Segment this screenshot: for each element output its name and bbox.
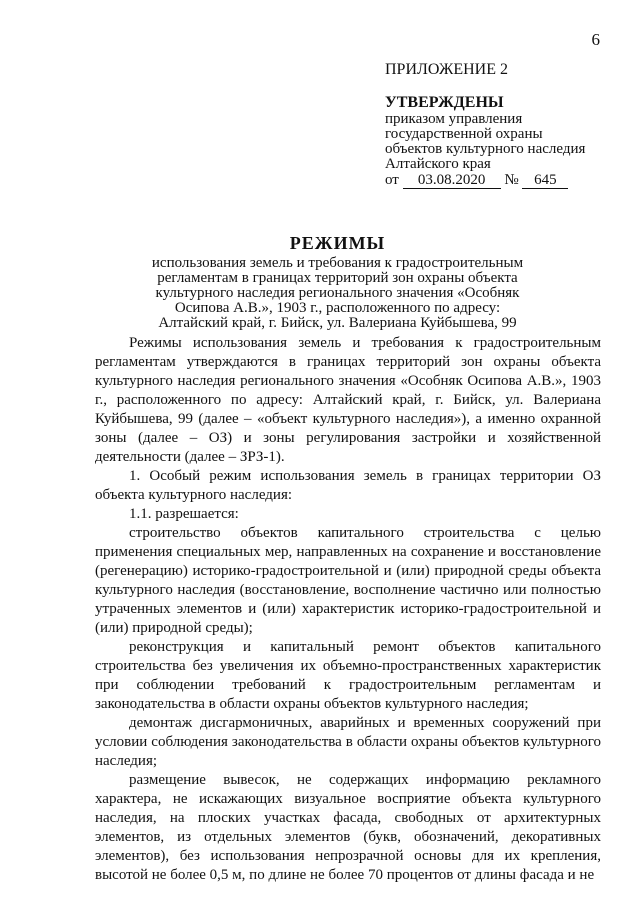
subtitle-line: регламентам в границах территорий зон охраны объекта — [157, 270, 518, 286]
subtitle-line: использования земель и требования к градостроительным — [151, 255, 524, 271]
permitted-item-paragraph: строительство объектов капитального строительства с целью применения специальных мер, направленных на сохранение и восстановление (регенерацию) историко-градостроительной и (или) природной среды объекта культурного наследия (восстановление, восполнение частично или полностью утраченных элементов и (или) характеристик историко-градостроительной и (или) природной среды); — [95, 525, 601, 636]
section-1-paragraph: 1. Особый режим использования земель в границах территории ОЗ объекта культурного наследия: — [95, 468, 601, 503]
approval-line: объектов культурного наследия — [385, 141, 586, 157]
document-body — [95, 334, 601, 885]
permitted-item-paragraph: размещение вывесок, не содержащих информацию рекламного характера, не искажающих визуальное восприятие объекта культурного наследия, на плоских участках фасада, свободных от архитектурных элементов, из отдельных элементов (букв, обозначений, декоративных элементов), без использования непрозрачной основы для их крепления, высотой не более 0,5 м, по длине не более 70 процентов от длины фасада и не — [95, 772, 601, 883]
order-prefix: от — [385, 172, 399, 188]
order-number: 645 — [522, 173, 568, 189]
approved-label: УТВЕРЖДЕНЫ — [385, 94, 504, 111]
approval-block — [385, 62, 625, 189]
page-number: 6 — [591, 30, 600, 49]
subtitle-line: культурного наследия регионального значения «Особняк — [155, 285, 520, 301]
order-date: 03.08.2020 — [403, 173, 501, 189]
subtitle-line: Алтайский край, г. Бийск, ул. Валериана Куйбышева, 99 — [158, 315, 517, 331]
permitted-item-paragraph: реконструкция и капитальный ремонт объектов капитального строительства без увеличения их объемно-пространственных характеристик при соблюдении требований к градостроительным регламентам и законодательства в области охраны объектов культурного наследия; — [95, 639, 601, 712]
appendix-label: ПРИЛОЖЕНИЕ 2 — [385, 61, 509, 78]
document-title-block — [110, 233, 565, 331]
approval-line: государственной охраны — [385, 126, 543, 142]
document-title: РЕЖИМЫ — [289, 233, 386, 253]
approval-line: Алтайского края — [385, 156, 491, 172]
approval-line: приказом управления — [385, 111, 523, 127]
subtitle-line: Осипова А.В.», 1903 г., расположенного по адресу: — [174, 300, 501, 316]
order-number-sign: № — [504, 172, 519, 188]
intro-paragraph: Режимы использования земель и требования к градостроительным регламентам утверждаются в границах территорий зон охраны объекта культурного наследия регионального значения «Особняк Осипова А.В.», 1903 г., расположенного по адресу: Алтайский край, г. Бийск, ул. Валериана Куйбышева, 99 (далее – «объект культурного наследия»), а именно охранной зоны (далее – ОЗ) и зоны регулирования застройки и хозяйственной деятельности (далее – ЗРЗ-1). — [95, 335, 601, 465]
order-line — [385, 173, 625, 189]
section-1-1-paragraph: 1.1. разрешается: — [129, 506, 239, 522]
permitted-item-paragraph: демонтаж дисгармоничных, аварийных и временных сооружений при условии соблюдения законодательства в области охраны объектов культурного наследия; — [95, 715, 601, 769]
